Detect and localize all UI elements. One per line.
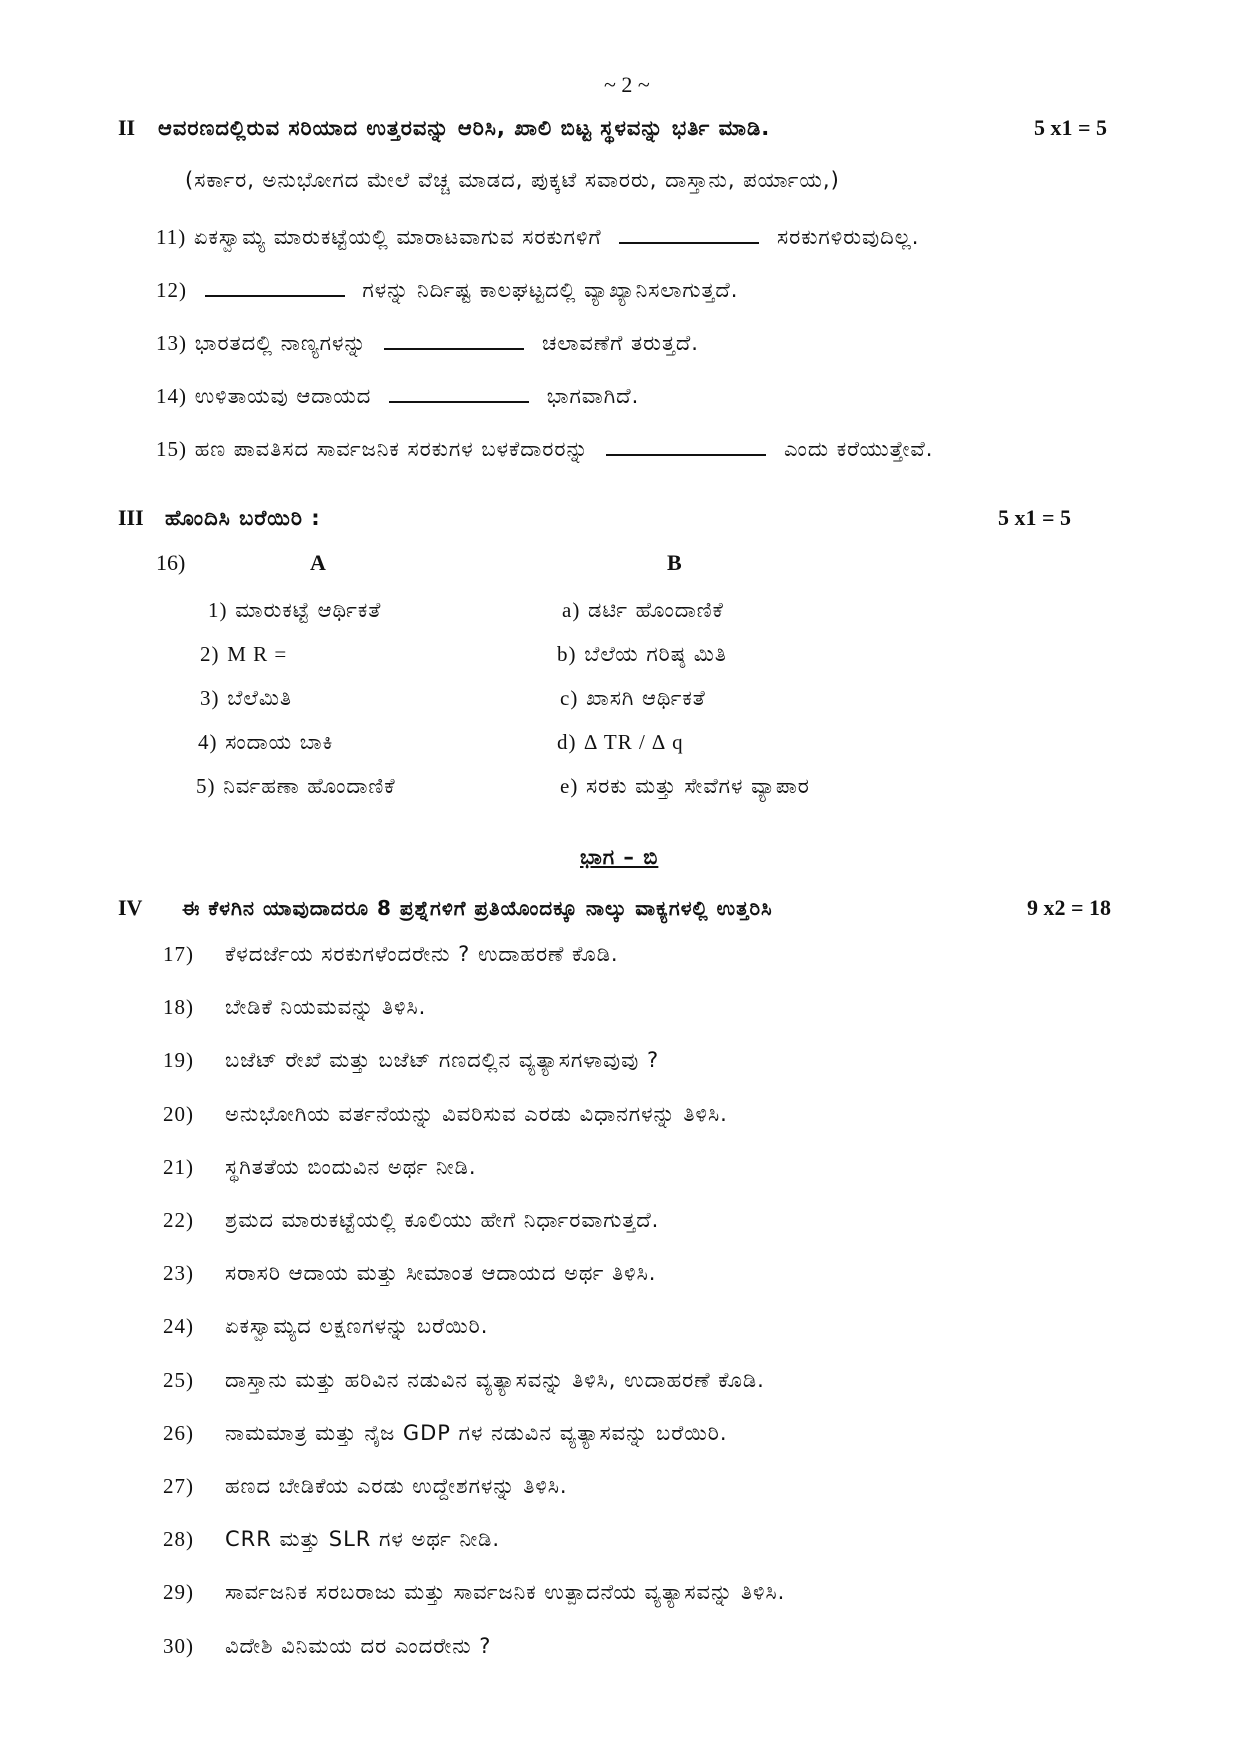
match-b-text: ಡರ್ಟಿ ಹೊಂದಾಣಿಕೆ xyxy=(588,598,724,622)
question-text: ಬಜೆಟ್ ರೇಖೆ ಮತ್ತು ಬಜೆಟ್ ಗಣದಲ್ಲಿನ ವ್ಯತ್ಯಾಸಗಳಾವುವು ? xyxy=(225,1048,660,1072)
match-a-text: M R = xyxy=(227,642,288,666)
match-b-item xyxy=(560,771,810,801)
question-12 xyxy=(156,275,738,305)
section-2-options: (ಸರ್ಕಾರ, ಅನುಭೋಗದ ಮೇಲೆ ವೆಚ್ಚ ಮಾಡದ, ಪುಕ್ಕಟೆ ಸವಾರರು, ದಾಸ್ತಾನು, ಪರ್ಯಾಯ,) xyxy=(185,168,840,192)
section-4-numeral: IV xyxy=(118,895,143,920)
question-11 xyxy=(156,222,919,252)
page-number: ~ 2 ~ xyxy=(604,72,650,97)
question-text: ಸಾರ್ವಜನಿಕ ಸರಬರಾಜು ಮತ್ತು ಸಾರ್ವಜನಿಕ ಉತ್ಪಾದನೆಯ ವ್ಯತ್ಯಾಸವನ್ನು ತಿಳಿಸಿ. xyxy=(225,1580,786,1604)
question-21 xyxy=(163,1152,477,1182)
match-b-letter: b) xyxy=(557,642,577,666)
question-30 xyxy=(163,1631,491,1661)
question-14 xyxy=(156,381,639,411)
question-number: 25) xyxy=(163,1368,194,1392)
question-text-before: ಏಕಸ್ವಾಮ್ಯ ಮಾರುಕಟ್ಟೆಯಲ್ಲಿ ಮಾರಾಟವಾಗುವ ಸರಕುಗಳಿಗೆ xyxy=(193,225,602,249)
section-3-numeral: III xyxy=(118,505,144,530)
match-a-text: ಬೆಲೆಮಿತಿ xyxy=(227,686,293,710)
question-text-before: ಹಣ ಪಾವತಿಸದ ಸಾರ್ವಜನಿಕ ಸರಕುಗಳ ಬಳಕೆದಾರರನ್ನು xyxy=(194,437,589,461)
match-a-text: ಸಂದಾಯ ಬಾಕಿ xyxy=(225,730,334,754)
question-18 xyxy=(163,992,426,1022)
question-text: ಸರಾಸರಿ ಆದಾಯ ಮತ್ತು ಸೀಮಾಂತ ಆದಾಯದ ಅರ್ಥ ತಿಳಿಸಿ. xyxy=(225,1261,657,1285)
match-b-letter: e) xyxy=(560,774,579,798)
section-4-marks: 9 x2 = 18 xyxy=(1027,895,1112,920)
match-a-number: 1) xyxy=(208,598,228,622)
question-text: CRR ಮತ್ತು SLR ಗಳ ಅರ್ಥ ನೀಡಿ. xyxy=(225,1527,501,1551)
question-number: 11) xyxy=(156,225,187,249)
section-4-instruction: ಈ ಕೆಳಗಿನ ಯಾವುದಾದರೂ 8 ಪ್ರಶ್ನೆಗಳಿಗೆ ಪ್ರತಿಯೊಂದಕ್ಕೂ ನಾಲ್ಕು ವಾಕ್ಯಗಳಲ್ಲಿ ಉತ್ತರಿಸಿ xyxy=(182,896,773,920)
match-a-item xyxy=(196,771,396,801)
question-text-after: ಗಳನ್ನು ನಿರ್ದಿಷ್ಟ ಕಾಲಘಟ್ಟದಲ್ಲಿ ವ್ಯಾಖ್ಯಾನಿಸಲಾಗುತ್ತದೆ. xyxy=(362,278,739,302)
question-number: 19) xyxy=(163,1048,194,1072)
answer-blank xyxy=(606,436,766,456)
question-number: 15) xyxy=(156,437,187,461)
question-number: 27) xyxy=(163,1474,194,1498)
question-27 xyxy=(163,1471,568,1501)
question-number: 12) xyxy=(156,278,187,302)
match-b-text: ಬೆಲೆಯ ಗರಿಷ್ಠ ಮಿತಿ xyxy=(584,642,727,666)
question-text-after: ಭಾಗವಾಗಿದೆ. xyxy=(546,384,640,408)
match-b-item xyxy=(557,727,684,757)
section-2-marks: 5 x1 = 5 xyxy=(1034,115,1108,140)
question-number: 21) xyxy=(163,1155,194,1179)
question-number: 26) xyxy=(163,1421,194,1445)
section-3-marks: 5 x1 = 5 xyxy=(998,505,1072,530)
question-number: 20) xyxy=(163,1102,194,1126)
question-23 xyxy=(163,1258,656,1288)
match-b-item xyxy=(562,595,724,625)
question-number: 23) xyxy=(163,1261,194,1285)
question-text: ಬೇಡಿಕೆ ನಿಯಮವನ್ನು ತಿಳಿಸಿ. xyxy=(225,995,427,1019)
question-text-before: ಭಾರತದಲ್ಲಿ ನಾಣ್ಯಗಳನ್ನು xyxy=(194,331,367,355)
answer-blank xyxy=(384,330,524,350)
question-number: 17) xyxy=(163,942,194,966)
question-text: ನಾಮಮಾತ್ರ ಮತ್ತು ನೈಜ GDP ಗಳ ನಡುವಿನ ವ್ಯತ್ಯಾಸವನ್ನು ಬರೆಯಿರಿ. xyxy=(225,1421,728,1445)
question-text-after: ಚಲಾವಣೆಗೆ ತರುತ್ತದೆ. xyxy=(542,331,699,355)
question-28 xyxy=(163,1524,500,1554)
question-number: 18) xyxy=(163,995,194,1019)
question-22 xyxy=(163,1205,659,1235)
question-number: 30) xyxy=(163,1634,194,1658)
match-b-text: ಖಾಸಗಿ ಆರ್ಥಿಕತೆ xyxy=(586,686,706,710)
question-text: ಶ್ರಮದ ಮಾರುಕಟ್ಟೆಯಲ್ಲಿ ಕೂಲಿಯು ಹೇಗೆ ನಿರ್ಧಾರವಾಗುತ್ತದೆ. xyxy=(225,1208,660,1232)
column-a-header: A xyxy=(310,550,326,575)
match-b-text: ಸರಕು ಮತ್ತು ಸೇವೆಗಳ ವ್ಯಾಪಾರ xyxy=(586,774,810,798)
match-b-item xyxy=(560,683,706,713)
question-29 xyxy=(163,1577,785,1607)
answer-blank xyxy=(389,383,529,403)
question-number: 28) xyxy=(163,1527,194,1551)
question-text: ಏಕಸ್ವಾಮ್ಯದ ಲಕ್ಷಣಗಳನ್ನು ಬರೆಯಿರಿ. xyxy=(225,1314,489,1338)
section-2-numeral: II xyxy=(118,115,136,140)
section-2-instruction: ಆವರಣದಲ್ಲಿರುವ ಸರಿಯಾದ ಉತ್ತರವನ್ನು ಆರಿಸಿ, ಖಾಲಿ ಬಿಟ್ಟ ಸ್ಥಳವನ್ನು ಭರ್ತಿ ಮಾಡಿ. xyxy=(158,116,771,140)
match-a-item xyxy=(200,683,292,713)
match-b-item xyxy=(557,639,727,669)
match-a-number: 5) xyxy=(196,774,216,798)
question-26 xyxy=(163,1418,728,1448)
question-text-before: ಉಳಿತಾಯವು ಆದಾಯದ xyxy=(194,384,372,408)
match-b-letter: c) xyxy=(560,686,579,710)
question-24 xyxy=(163,1311,488,1341)
answer-blank xyxy=(619,224,759,244)
question-text: ವಿದೇಶಿ ವಿನಿಮಯ ದರ ಎಂದರೇನು ? xyxy=(225,1634,492,1658)
question-text-after: ಸರಕುಗಳಿರುವುದಿಲ್ಲ. xyxy=(777,225,920,249)
question-17 xyxy=(163,939,619,969)
column-b-header: B xyxy=(667,550,682,575)
match-b-text: ∆ TR / ∆ q xyxy=(584,730,684,754)
match-a-text: ನಿರ್ವಹಣಾ ಹೊಂದಾಣಿಕೆ xyxy=(223,774,396,798)
match-b-letter: a) xyxy=(562,598,581,622)
question-20 xyxy=(163,1099,728,1129)
question-25 xyxy=(163,1365,765,1395)
match-a-number: 3) xyxy=(200,686,220,710)
match-a-number: 4) xyxy=(198,730,218,754)
question-13 xyxy=(156,328,699,358)
section-3-instruction: ಹೊಂದಿಸಿ ಬರೆಯಿರಿ : xyxy=(165,506,321,530)
part-b-heading: ಭಾಗ – ಬಿ xyxy=(580,845,659,869)
question-text: ದಾಸ್ತಾನು ಮತ್ತು ಹರಿವಿನ ನಡುವಿನ ವ್ಯತ್ಯಾಸವನ್ನು ತಿಳಿಸಿ, ಉದಾಹರಣೆ ಕೊಡಿ. xyxy=(225,1368,765,1392)
question-16-number: 16) xyxy=(156,550,186,575)
question-text-after: ಎಂದು ಕರೆಯುತ್ತೇವೆ. xyxy=(784,437,934,461)
question-15 xyxy=(156,434,933,464)
question-number: 29) xyxy=(163,1580,194,1604)
question-number: 14) xyxy=(156,384,187,408)
question-number: 22) xyxy=(163,1208,194,1232)
question-19 xyxy=(163,1045,659,1075)
match-a-item xyxy=(208,595,381,625)
match-a-item xyxy=(198,727,333,757)
match-a-text: ಮಾರುಕಟ್ಟೆ ಆರ್ಥಿಕತೆ xyxy=(235,598,382,622)
match-a-number: 2) xyxy=(200,642,220,666)
question-text: ಹಣದ ಬೇಡಿಕೆಯ ಎರಡು ಉದ್ದೇಶಗಳನ್ನು ತಿಳಿಸಿ. xyxy=(225,1474,568,1498)
match-a-item xyxy=(200,639,287,669)
answer-blank xyxy=(205,277,345,297)
question-number: 13) xyxy=(156,331,187,355)
match-b-letter: d) xyxy=(557,730,577,754)
question-text: ಕೆಳದರ್ಜೆಯ ಸರಕುಗಳೆಂದರೇನು ? ಉದಾಹರಣೆ ಕೊಡಿ. xyxy=(225,942,619,966)
question-text: ಅನುಭೋಗಿಯ ವರ್ತನೆಯನ್ನು ವಿವರಿಸುವ ಎರಡು ವಿಧಾನಗಳನ್ನು ತಿಳಿಸಿ. xyxy=(225,1102,728,1126)
question-number: 24) xyxy=(163,1314,194,1338)
question-text: ಸ್ಥಗಿತತೆಯ ಬಿಂದುವಿನ ಅರ್ಥ ನೀಡಿ. xyxy=(225,1155,477,1179)
